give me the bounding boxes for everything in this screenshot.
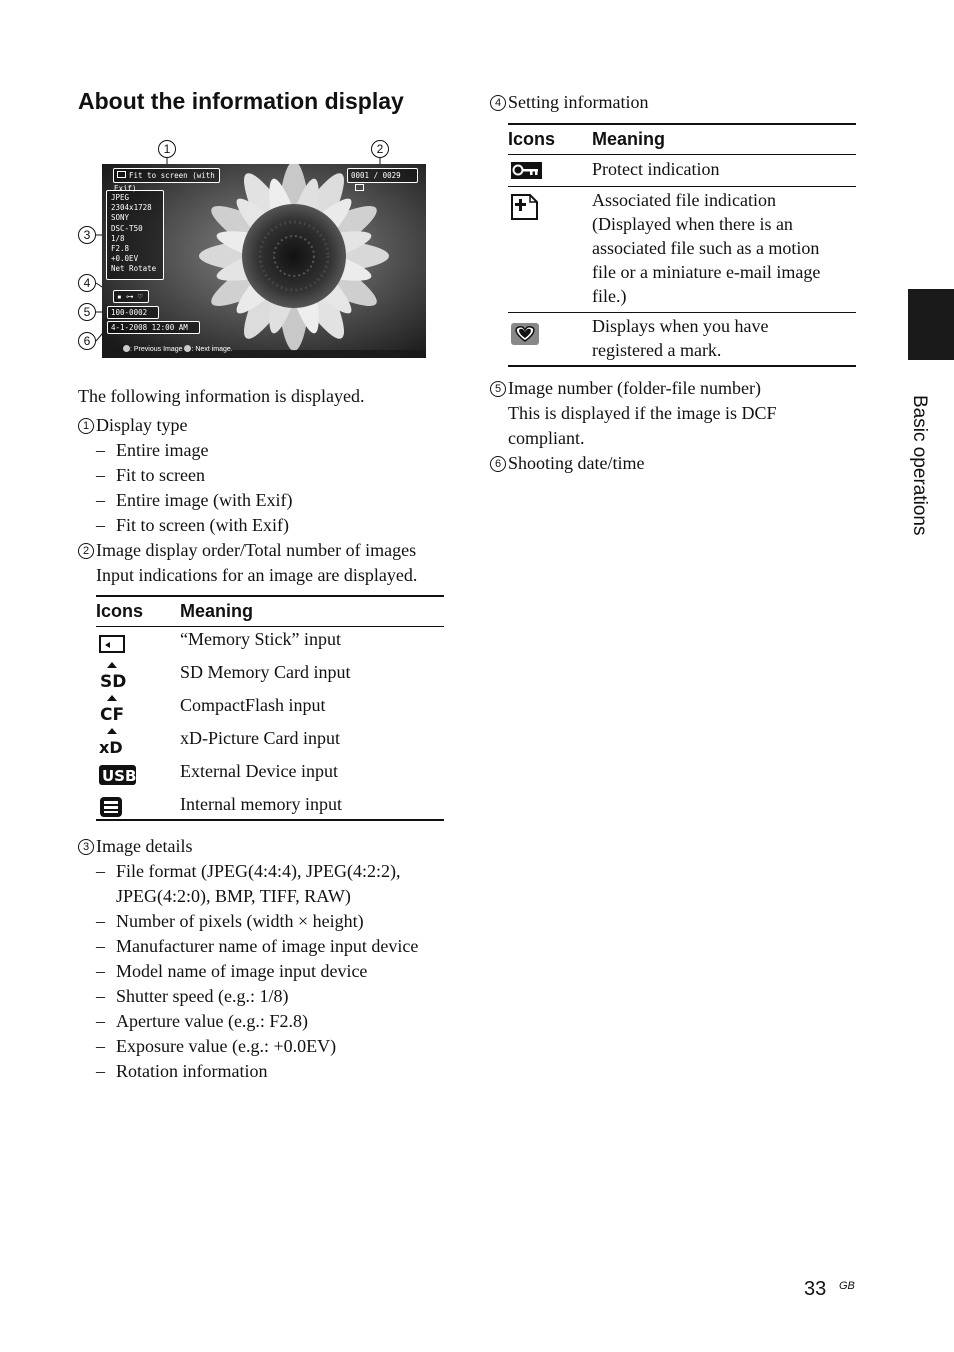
sd-card-icon bbox=[98, 661, 126, 691]
item-5-desc-line: compliant. bbox=[508, 428, 585, 448]
svg-text:CF: CF bbox=[100, 705, 125, 724]
overlay-detail-aperture: F2.8 bbox=[111, 244, 130, 254]
item-1-heading bbox=[78, 413, 448, 438]
overlay-display-type: Fit to screen (with Exif) bbox=[114, 171, 215, 193]
page-number: 33 bbox=[804, 1278, 827, 1300]
overlay-file-number-box bbox=[107, 306, 159, 319]
item-3-label: Image details bbox=[96, 836, 193, 856]
num-5-icon: 5 bbox=[490, 381, 506, 397]
callout-5: 5 bbox=[78, 303, 96, 321]
display-type-icon bbox=[117, 171, 126, 178]
row-meaning bbox=[592, 188, 820, 308]
overlay-datetime-box bbox=[107, 321, 200, 334]
meaning-line: (Displayed when there is an bbox=[592, 214, 793, 234]
list-item-continued: JPEG(4:2:0), BMP, TIFF, RAW) bbox=[116, 886, 351, 906]
internal-memory-icon bbox=[98, 795, 126, 821]
overlay-nav-next: : Next image. bbox=[191, 346, 233, 353]
heart-mark-icon bbox=[510, 322, 540, 346]
overlay-detail-model: DSC-T50 bbox=[111, 223, 143, 233]
detail-text: Manufacturer name of image input device bbox=[116, 936, 419, 956]
overlay-display-type-box bbox=[113, 168, 220, 193]
list-item: – Entire image (with Exif) bbox=[96, 490, 293, 510]
overlay-detail-pixels: 2304x1728 bbox=[111, 203, 152, 213]
row-meaning: xD-Picture Card input bbox=[180, 728, 340, 748]
memory-stick-small-icon bbox=[355, 184, 364, 191]
option-text: Fit to screen (with Exif) bbox=[116, 515, 289, 535]
item-6-label: Shooting date/time bbox=[508, 453, 645, 473]
list-item: – Aperture value (e.g.: F2.8) bbox=[96, 1011, 308, 1031]
overlay-detail-exposure: +0.0EV bbox=[111, 254, 139, 264]
table-row bbox=[508, 187, 856, 313]
num-1-icon: 1 bbox=[78, 418, 94, 434]
detail-text: Number of pixels (width × height) bbox=[116, 911, 364, 931]
detail-text: Exposure value (e.g.: +0.0EV) bbox=[116, 1036, 337, 1056]
overlay-details-box bbox=[106, 190, 164, 280]
overlay-counter-box bbox=[347, 168, 418, 183]
detail-text: Rotation information bbox=[116, 1061, 268, 1081]
item-5-heading bbox=[490, 376, 850, 401]
list-item: – Model name of image input device bbox=[96, 961, 368, 981]
list-item: – Rotation information bbox=[96, 1061, 268, 1081]
table-row bbox=[96, 726, 444, 759]
table-header bbox=[508, 125, 856, 155]
memory-stick-icon bbox=[98, 633, 126, 655]
item-2-label: Image display order/Total number of images bbox=[96, 540, 417, 560]
detail-text: Model name of image input device bbox=[116, 961, 368, 981]
col-meaning-header: Meaning bbox=[180, 601, 254, 621]
intro-text: The following information is displayed. bbox=[78, 386, 365, 406]
list-item: – File format (JPEG(4:4:4), JPEG(4:2:2), bbox=[96, 861, 401, 881]
option-text: Entire image bbox=[116, 440, 209, 460]
item-4-label: Setting information bbox=[508, 92, 649, 112]
table-row bbox=[96, 627, 444, 660]
table-row bbox=[508, 313, 856, 365]
table-row bbox=[96, 759, 444, 792]
left-column bbox=[78, 384, 448, 588]
list-item: – Fit to screen (with Exif) bbox=[96, 515, 289, 535]
page-title: About the information display bbox=[78, 88, 404, 114]
item-5-desc-line: This is displayed if the image is DCF bbox=[508, 403, 777, 423]
left-button-icon bbox=[123, 345, 130, 352]
callout-6: 6 bbox=[78, 332, 96, 350]
row-meaning: SD Memory Card input bbox=[180, 662, 351, 682]
list-item: – Number of pixels (width × height) bbox=[96, 911, 364, 931]
section-tab-marker bbox=[908, 289, 954, 360]
row-meaning bbox=[592, 314, 768, 362]
item-6-heading bbox=[490, 451, 850, 476]
num-4-icon: 4 bbox=[490, 95, 506, 111]
heart-small-icon: ♡ bbox=[138, 292, 143, 301]
row-meaning: Protect indication bbox=[592, 159, 720, 179]
image-details-list bbox=[78, 859, 458, 1084]
row-meaning: Internal memory input bbox=[180, 794, 342, 814]
protect-key-icon bbox=[510, 160, 544, 182]
meaning-line: file.) bbox=[592, 286, 627, 306]
list-item: – Entire image bbox=[96, 440, 209, 460]
svg-text:xD: xD bbox=[99, 738, 123, 757]
meaning-line: file or a miniature e-mail image bbox=[592, 262, 821, 282]
table-row bbox=[96, 660, 444, 693]
row-meaning: “Memory Stick” input bbox=[180, 629, 341, 649]
sample-photo bbox=[102, 164, 426, 358]
num-3-icon: 3 bbox=[78, 839, 94, 855]
page-suffix: GB bbox=[839, 1280, 855, 1292]
callout-2: 2 bbox=[371, 140, 389, 158]
item-2-desc: Input indications for an image are displayed. bbox=[96, 565, 418, 585]
detail-text: Shutter speed (e.g.: 1/8) bbox=[116, 986, 289, 1006]
col-meaning-header: Meaning bbox=[592, 129, 666, 149]
overlay-detail-format: JPEG bbox=[111, 193, 130, 202]
associated-file-small-icon: ▪ bbox=[117, 292, 122, 301]
num-2-icon: 2 bbox=[78, 543, 94, 559]
item-1-label: Display type bbox=[96, 415, 188, 435]
image-details-section bbox=[78, 834, 458, 1084]
compactflash-icon bbox=[98, 694, 126, 724]
option-text: Entire image (with Exif) bbox=[116, 490, 293, 510]
overlay-file-number: 100-0002 bbox=[111, 308, 148, 317]
item-3-heading bbox=[78, 834, 458, 859]
detail-text: File format (JPEG(4:4:4), JPEG(4:2:2), bbox=[116, 861, 401, 881]
right-lower-section bbox=[490, 376, 850, 476]
associated-file-icon bbox=[510, 193, 540, 221]
option-text: Fit to screen bbox=[116, 465, 205, 485]
num-6-icon: 6 bbox=[490, 456, 506, 472]
col-icons-header: Icons bbox=[508, 129, 556, 149]
input-icons-table bbox=[96, 595, 444, 821]
setting-icons-table bbox=[508, 123, 856, 367]
meaning-line: Displays when you have bbox=[592, 316, 769, 336]
overlay-detail-maker: SONY bbox=[111, 213, 130, 223]
meaning-line: Associated file indication bbox=[592, 190, 776, 210]
list-item: – Manufacturer name of image input device bbox=[96, 936, 419, 956]
row-meaning: CompactFlash input bbox=[180, 695, 326, 715]
svg-text:SD: SD bbox=[100, 672, 126, 691]
item-4-heading bbox=[490, 90, 648, 115]
meaning-line: registered a mark. bbox=[592, 340, 722, 360]
callout-3: 3 bbox=[78, 226, 96, 244]
col-icons-header: Icons bbox=[96, 601, 144, 621]
overlay-setting-box bbox=[113, 290, 149, 303]
svg-text:USB: USB bbox=[102, 767, 137, 785]
xd-card-icon bbox=[98, 727, 126, 757]
usb-icon bbox=[98, 763, 138, 787]
overlay-detail-rotation: Net Rotate bbox=[111, 264, 157, 274]
table-row bbox=[96, 792, 444, 825]
row-meaning: External Device input bbox=[180, 761, 338, 781]
display-type-list bbox=[78, 438, 448, 538]
detail-text: Aperture value (e.g.: F2.8) bbox=[116, 1011, 308, 1031]
table-row bbox=[96, 693, 444, 726]
meaning-line: associated file such as a motion bbox=[592, 238, 820, 258]
table-header bbox=[96, 597, 444, 627]
protect-small-icon: ⊶ bbox=[126, 292, 134, 301]
overlay-nav-hint bbox=[123, 345, 233, 353]
callout-1: 1 bbox=[158, 140, 176, 158]
list-item: – Exposure value (e.g.: +0.0EV) bbox=[96, 1036, 337, 1056]
table-row bbox=[508, 155, 856, 187]
item-2-heading bbox=[78, 538, 448, 563]
list-item: – Fit to screen bbox=[96, 465, 205, 485]
list-item: – Shutter speed (e.g.: 1/8) bbox=[96, 986, 289, 1006]
callout-4: 4 bbox=[78, 274, 96, 292]
overlay-nav-prev: : Previous Image bbox=[130, 346, 183, 353]
overlay-detail-shutter: 1/8 bbox=[111, 233, 125, 243]
overlay-datetime: 4-1-2008 12:00 AM bbox=[111, 323, 188, 332]
item-5-label: Image number (folder-file number) bbox=[508, 378, 762, 398]
section-tab-label: Basic operations bbox=[909, 395, 930, 536]
overlay-counter: 0001 / 0029 bbox=[351, 171, 401, 180]
